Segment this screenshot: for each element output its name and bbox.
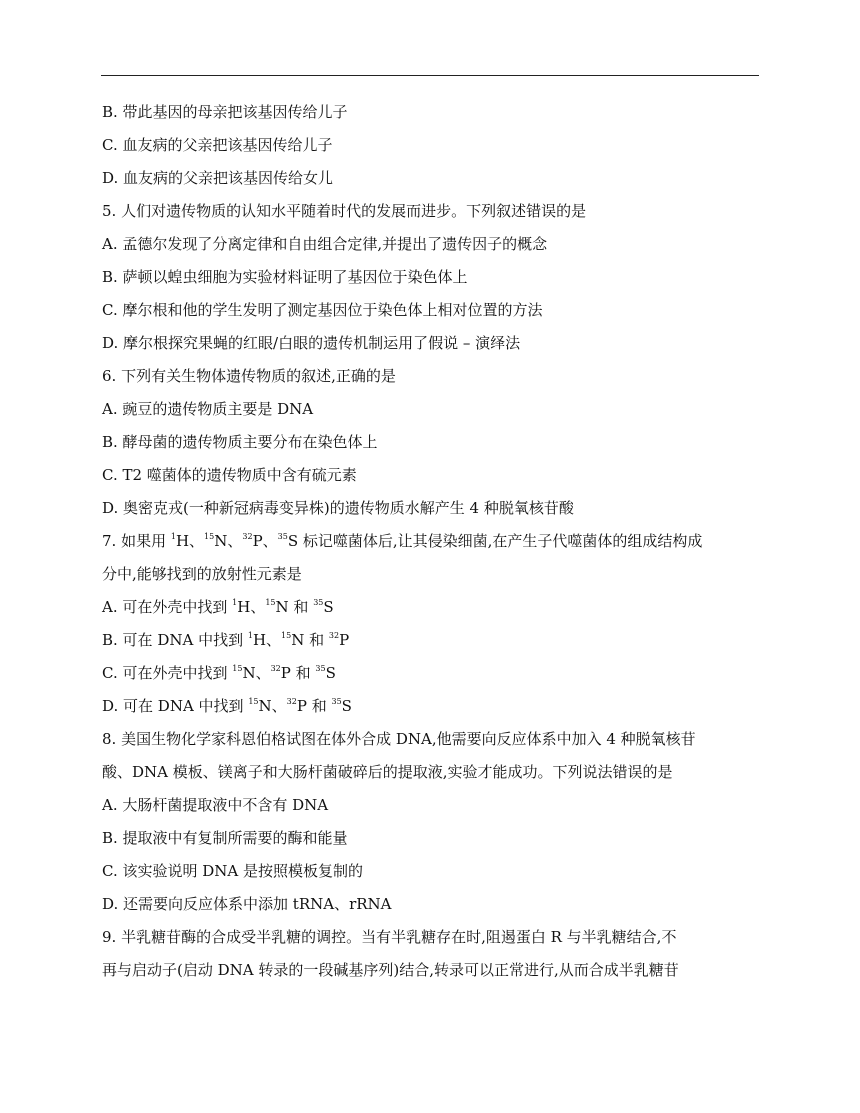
q9-stem-continued: 再与启动子(启动 DNA 转录的一段碱基序列)结合,转录可以正常进行,从而合成半乳糖苷 <box>102 961 679 979</box>
q8-option-d: D. 还需要向反应体系中添加 tRNA、rRNA <box>102 895 392 913</box>
q5-option-b: B. 萨顿以蝗虫细胞为实验材料证明了基因位于染色体上 <box>102 268 468 286</box>
q5-option-c: C. 摩尔根和他的学生发明了测定基因位于染色体上相对位置的方法 <box>102 301 543 319</box>
q6-option-a: A. 豌豆的遗传物质主要是 DNA <box>102 400 314 418</box>
q4-option-c: C. 血友病的父亲把该基因传给儿子 <box>102 136 333 154</box>
q8-stem-continued: 酸、DNA 模板、镁离子和大肠杆菌破碎后的提取液,实验才能成功。下列说法错误的是 <box>102 763 673 781</box>
q8-option-a: A. 大肠杆菌提取液中不含有 DNA <box>102 796 329 814</box>
q7-stem-continued: 分中,能够找到的放射性元素是 <box>102 565 302 583</box>
q4-option-b: B. 带此基因的母亲把该基因传给儿子 <box>102 103 348 121</box>
q8-option-c: C. 该实验说明 DNA 是按照模板复制的 <box>102 862 363 880</box>
q8-stem: 8. 美国生物化学家科恩伯格试图在体外合成 DNA,他需要向反应体系中加入 4 种脱氧核苷 <box>102 730 696 748</box>
document-body <box>102 96 762 987</box>
q5-option-d: D. 摩尔根探究果蝇的红眼/白眼的遗传机制运用了假说 – 演绎法 <box>102 334 521 352</box>
q7-option-a: A. 可在外壳中找到 $^1$H、$^{15}$N 和 $^{35}$S <box>102 598 334 616</box>
q5-option-a: A. 孟德尔发现了分离定律和自由组合定律,并提出了遗传因子的概念 <box>102 235 548 253</box>
q4-option-d: D. 血友病的父亲把该基因传给女儿 <box>102 169 334 187</box>
header-rule <box>101 75 759 76</box>
q6-option-d: D. 奥密克戎(一种新冠病毒变异株)的遗传物质水解产生 4 种脱氧核苷酸 <box>102 499 574 517</box>
q6-option-b: B. 酵母菌的遗传物质主要分布在染色体上 <box>102 433 378 451</box>
q9-stem: 9. 半乳糖苷酶的合成受半乳糖的调控。当有半乳糖存在时,阻遏蛋白 R 与半乳糖结合,不 <box>102 928 677 946</box>
q6-stem: 6. 下列有关生物体遗传物质的叙述,正确的是 <box>102 367 396 385</box>
q6-option-c: C. T2 噬菌体的遗传物质中含有硫元素 <box>102 466 357 484</box>
q7-stem: 7. 如果用 $^1$H、$^{15}$N、$^{32}$P、$^{35}$S 标记噬菌体后,让其侵染细菌,在产生子代噬菌体的组成结构成 <box>102 532 703 550</box>
q5-stem: 5. 人们对遗传物质的认知水平随着时代的发展而进步。下列叙述错误的是 <box>102 202 587 220</box>
q8-option-b: B. 提取液中有复制所需要的酶和能量 <box>102 829 348 847</box>
q7-option-b: B. 可在 DNA 中找到 $^1$H、$^{15}$N 和 $^{32}$P <box>102 631 350 649</box>
q7-option-d: D. 可在 DNA 中找到 $^{15}$N、$^{32}$P 和 $^{35}$S <box>102 697 352 715</box>
q7-option-c: C. 可在外壳中找到 $^{15}$N、$^{32}$P 和 $^{35}$S <box>102 664 336 682</box>
